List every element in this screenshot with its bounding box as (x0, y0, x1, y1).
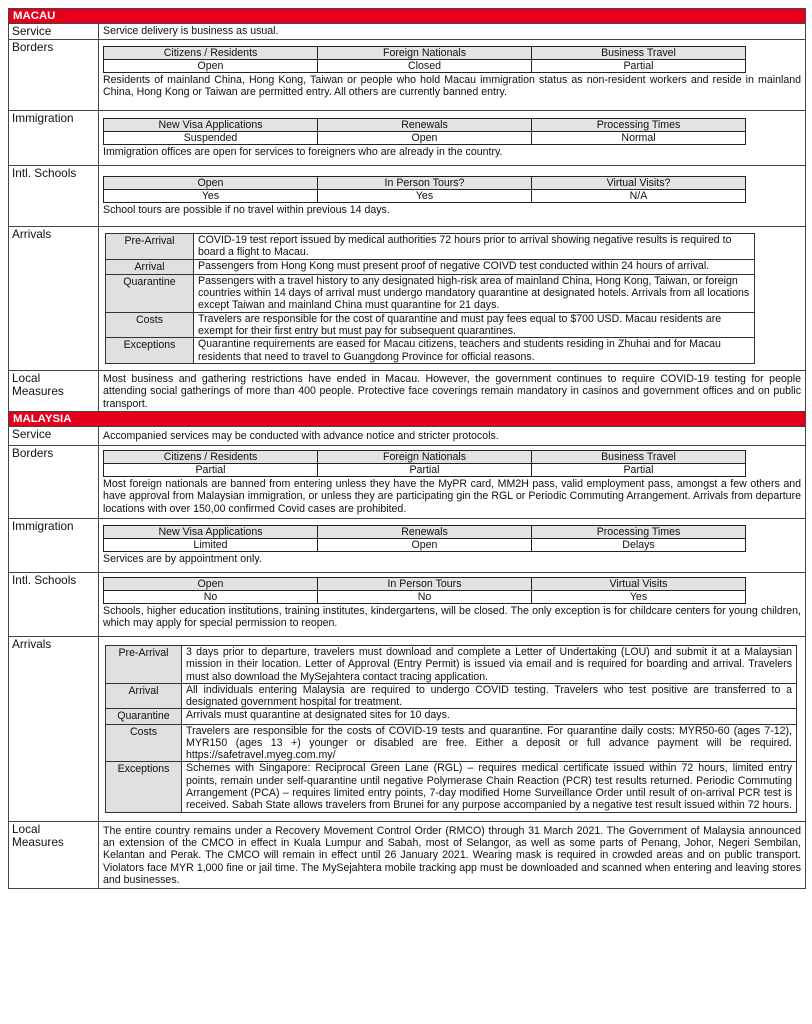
service-text: Service delivery is business as usual. (103, 25, 279, 37)
schools-content (99, 573, 805, 636)
arrivals-row (106, 259, 755, 274)
malaysia-arrivals-row (9, 637, 805, 822)
status-header: Foreign Nationals (318, 46, 532, 59)
arrivals-text: COVID-19 test report issued by medical authorities 72 hours prior to arrival showing negative results is required to board a flight to Macau. (194, 233, 755, 259)
arrivals-content (99, 227, 805, 370)
arrivals-row (106, 762, 797, 812)
status-value: Normal (532, 131, 746, 144)
row-label: Borders (9, 40, 99, 110)
status-header: In Person Tours (318, 577, 532, 590)
immigration-content (99, 519, 805, 572)
macau-immigration-row (9, 111, 805, 166)
country-header-malaysia: MALAYSIA (9, 412, 805, 427)
row-label: Intl. Schools (9, 573, 99, 636)
arrivals-row (106, 683, 797, 709)
schools-note: School tours are possible if no travel within previous 14 days. (103, 203, 390, 216)
arrivals-row (106, 338, 755, 364)
malaysia-immigration-row (9, 519, 805, 573)
status-header: New Visa Applications (104, 525, 318, 538)
arrivals-key: Exceptions (106, 762, 182, 812)
arrivals-text: 3 days prior to departure, travelers must download and complete a Letter of Undertaking (LOU) and submit it at a Malaysian mission in their location. Letter of Approval (Entry Permit) is issued via email and is required for boarding and arrival. Travelers must also download the MySejahtera contact tracing application. (182, 645, 797, 683)
status-header: Renewals (318, 525, 532, 538)
schools-note: Schools, higher education institutions, training institutes, kindergartens, will be closed. The only exception is for childcare centers for young children, which may apply for special permission to reopen. (103, 604, 801, 630)
local-measures-text: Most business and gathering restrictions have ended in Macau. However, the government continues to require COVID-19 testing for people attending social gatherings of more than 400 people. Protective face coverings remain mandatory in casinos and government offices and on public transport. (103, 372, 801, 410)
borders-status-table (103, 46, 746, 73)
borders-note: Residents of mainland China, Hong Kong, Taiwan or people who hold Macau immigration status as non-resident workers and reside in mainland China, Hong Kong or Taiwan are permitted entry. All others are currently banned entry. (103, 73, 801, 99)
status-value: No (104, 590, 318, 603)
malaysia-schools-row (9, 573, 805, 637)
arrivals-text: Travelers are responsible for the costs of COVID-19 tests and quarantine. For quarantine daily costs: MYR50-60 (ages 7-12), MYR150 (ages 13 +) younger or disabled are free. Either a deposit or full advance payment will be required. https://safetravel.myeg.com.my/ (182, 724, 797, 762)
status-value: Partial (104, 463, 318, 476)
arrivals-row (106, 645, 797, 683)
malaysia-local-row (9, 822, 805, 888)
row-label: Local Measures (9, 371, 99, 411)
arrivals-key: Exceptions (106, 338, 194, 364)
arrivals-text: All individuals entering Malaysia are required to undergo COVID testing. Travelers who test positive are transferred to a designated government hospital for treatment. (182, 683, 797, 709)
borders-content (99, 446, 805, 518)
arrivals-key: Pre-Arrival (106, 645, 182, 683)
arrivals-key: Quarantine (106, 274, 194, 312)
country-header-macau: MACAU (9, 9, 805, 24)
arrivals-table (105, 645, 797, 813)
service-text: Accompanied services may be conducted with advance notice and stricter protocols. (103, 429, 499, 442)
arrivals-table (105, 233, 755, 364)
status-value: Yes (318, 189, 532, 202)
arrivals-key: Arrival (106, 259, 194, 274)
malaysia-service-row (9, 427, 805, 446)
status-header: New Visa Applications (104, 118, 318, 131)
status-value: Open (104, 59, 318, 72)
advisory-page (8, 8, 806, 889)
status-value: Yes (104, 189, 318, 202)
row-label: Arrivals (9, 637, 99, 821)
borders-content (99, 40, 805, 110)
status-value: Delays (532, 538, 746, 551)
status-value: No (318, 590, 532, 603)
status-header: Citizens / Residents (104, 46, 318, 59)
status-value: Open (318, 538, 532, 551)
arrivals-key: Costs (106, 312, 194, 338)
status-header: Virtual Visits (532, 577, 746, 590)
status-value: N/A (532, 189, 746, 202)
row-label: Arrivals (9, 227, 99, 370)
immigration-note: Immigration offices are open for services to foreigners who are already in the country. (103, 145, 503, 158)
schools-status-table (103, 577, 746, 604)
immigration-status-table (103, 525, 746, 552)
status-header: Foreign Nationals (318, 450, 532, 463)
immigration-status-table (103, 118, 746, 145)
status-header: Business Travel (532, 46, 746, 59)
status-header: Processing Times (532, 525, 746, 538)
arrivals-row (106, 724, 797, 762)
arrivals-text: Passengers from Hong Kong must present proof of negative COIVD test conducted within 24 hours of arrival. (194, 259, 755, 274)
arrivals-text: Quarantine requirements are eased for Macau citizens, teachers and students residing in Zhuhai and for Macau residents that need to travel to Guangdong Province for official reasons. (194, 338, 755, 364)
arrivals-row (106, 233, 755, 259)
malaysia-borders-row (9, 446, 805, 519)
immigration-note: Services are by appointment only. (103, 552, 262, 565)
macau-schools-row (9, 166, 805, 227)
arrivals-key: Pre-Arrival (106, 233, 194, 259)
status-header: Citizens / Residents (104, 450, 318, 463)
status-value: Closed (318, 59, 532, 72)
arrivals-text: Travelers are responsible for the cost of quarantine and must pay fees equal to $700 USD. Macau residents are exempt for their first entry but must pay for subsequent quarantines. (194, 312, 755, 338)
arrivals-text: Arrivals must quarantine at designated sites for 10 days. (182, 709, 797, 724)
borders-status-table (103, 450, 746, 477)
macau-local-row (9, 371, 805, 412)
status-value: Partial (532, 59, 746, 72)
status-value: Open (318, 131, 532, 144)
schools-status-table (103, 176, 746, 203)
row-label: Immigration (9, 519, 99, 572)
arrivals-text: Passengers with a travel history to any designated high-risk area of mainland China, Hong Kong, Taiwan, or foreign countries within 14 days of arrival must undergo mandatory quarantine at designated hotels. Arrivals from all locations except Taiwan and mainland China must quarantine for 21 days. (194, 274, 755, 312)
local-measures-text: The entire country remains under a Recovery Movement Control Order (RMCO) through 31 March 2021. The Government of Malaysia announced an extension of the CMCO in effect in Kuala Lumpur and Sabah, most of Selangor, as well as some parts of Penang, Johor, Negeri Sembilan, Kelantan and Perak. The CMCO will remain in effect until 26 January 2021. Wearing mask is required in crowded areas and on public transport. Violators face MYR 1,000 fine or jail time. The MySejahtera mobile tracking app must be downloaded and scanned when entering and leaving stores and businesses. (103, 824, 801, 887)
row-label: Local Measures (9, 822, 99, 888)
arrivals-row (106, 274, 755, 312)
row-label: Service (9, 427, 99, 445)
status-header: Open (104, 176, 318, 189)
macau-arrivals-row (9, 227, 805, 371)
status-value: Suspended (104, 131, 318, 144)
status-header: Open (104, 577, 318, 590)
arrivals-key: Costs (106, 724, 182, 762)
status-value: Limited (104, 538, 318, 551)
row-label: Immigration (9, 111, 99, 165)
row-label: Intl. Schools (9, 166, 99, 226)
macau-borders-row (9, 40, 805, 111)
status-header: Business Travel (532, 450, 746, 463)
row-label: Borders (9, 446, 99, 518)
arrivals-key: Arrival (106, 683, 182, 709)
row-label: Service (9, 24, 99, 39)
arrivals-key: Quarantine (106, 709, 182, 724)
status-value: Yes (532, 590, 746, 603)
status-value: Partial (318, 463, 532, 476)
status-value: Partial (532, 463, 746, 476)
borders-note: Most foreign nationals are banned from entering unless they have the MyPR card, MM2H pass, valid employment pass, amongst a few others and have approval from Malaysian immigration, or unless they are participating gin the RGL or Periodic Commuting Arrangement. Arrivals from departure locations with over 150,00 confirmed Covid cases are prohibited. (103, 477, 801, 515)
arrivals-row (106, 312, 755, 338)
arrivals-text: Schemes with Singapore: Reciprocal Green Lane (RGL) – requires medical certificate issued within 72 hours, limited entry points, remain under self-quarantine until negative Polymerase Chain Reaction (PCR) test results returned. Periodic Commuting Arrangement (PCA) – requires limited entry points, 7-day modified Home Surveillance Order until result of on-arrival PCR test is received. Sabah State allows travelers from Brunei for any purpose accompanied by a negative test result issued within 72 hours. (182, 762, 797, 812)
schools-content (99, 166, 805, 226)
status-header: In Person Tours? (318, 176, 532, 189)
macau-service-row (9, 24, 805, 40)
status-header: Processing Times (532, 118, 746, 131)
arrivals-row (106, 709, 797, 724)
arrivals-content (99, 637, 805, 821)
status-header: Virtual Visits? (532, 176, 746, 189)
immigration-content (99, 111, 805, 165)
status-header: Renewals (318, 118, 532, 131)
